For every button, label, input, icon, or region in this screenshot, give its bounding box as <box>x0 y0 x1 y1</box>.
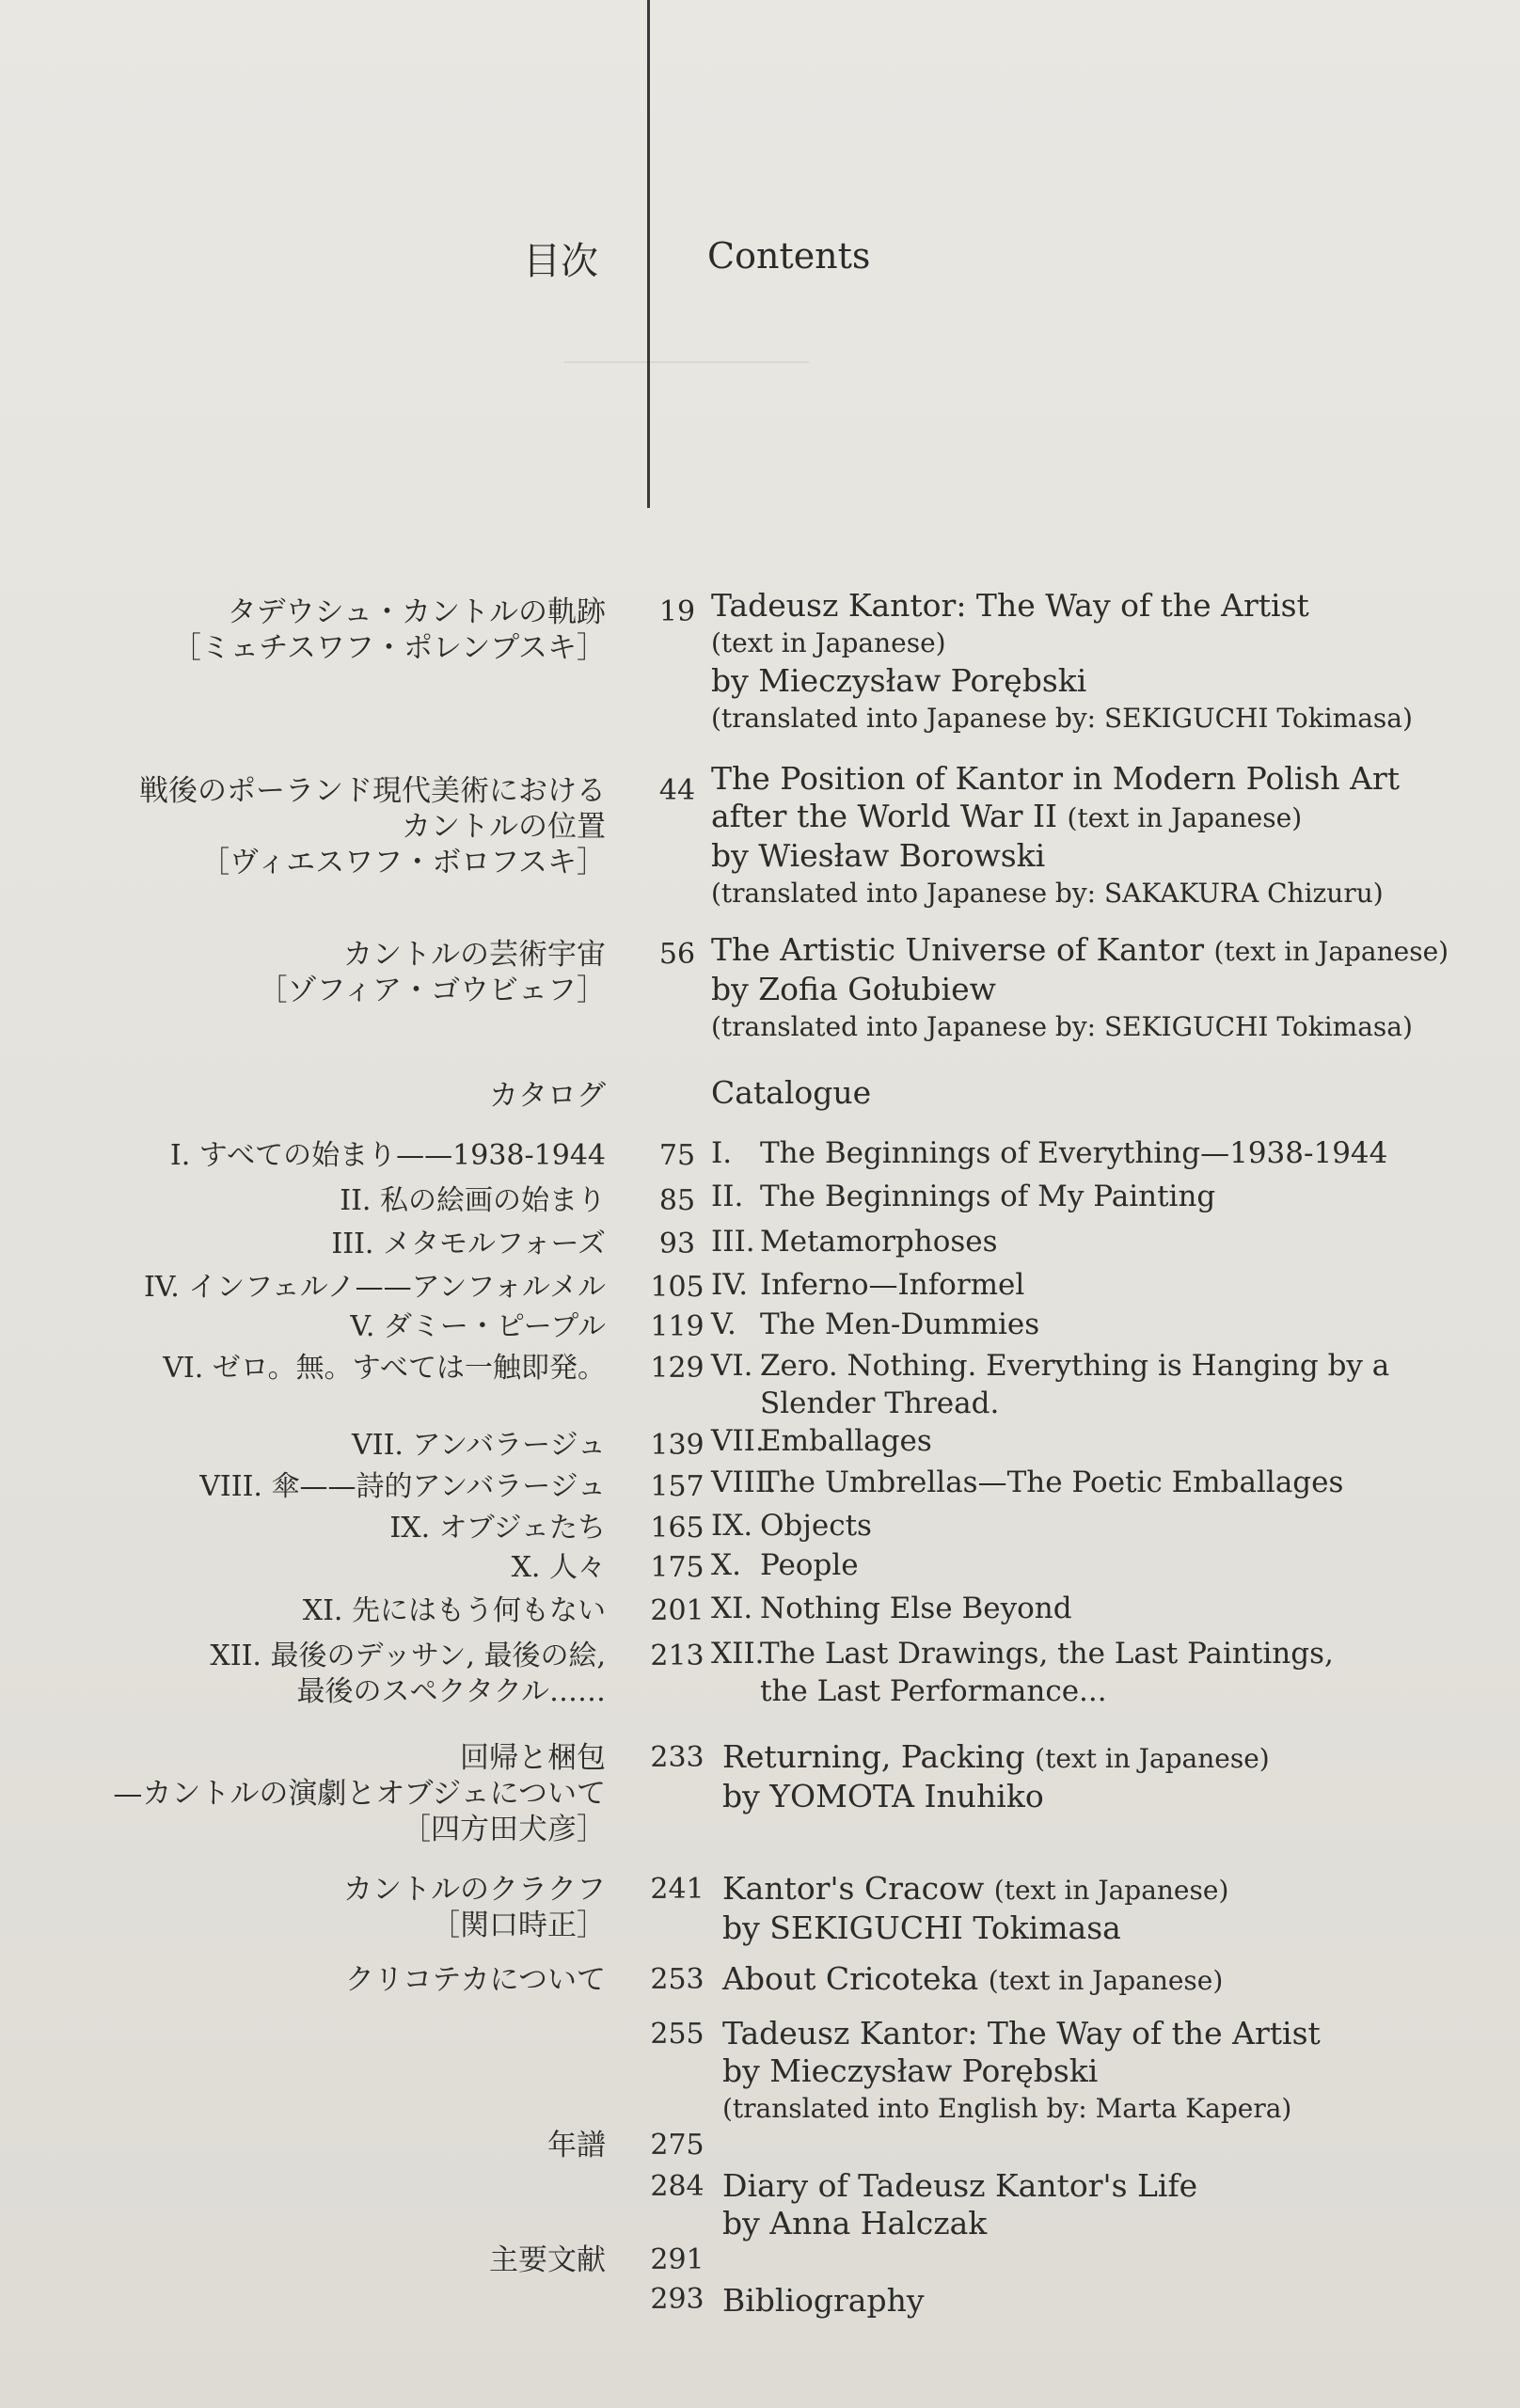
jp-title: 回帰と梱包 <box>460 1741 606 1775</box>
item-jp-line-2: 最後のスペクタクル…… <box>296 1675 606 1708</box>
contents-heading-en: Contents <box>707 235 871 277</box>
item-numeral: XI. <box>711 1592 753 1625</box>
en-note: (text in Japanese) <box>993 1875 1229 1906</box>
item-numeral: VII. <box>711 1424 765 1458</box>
en-title-line-1: The Position of Kantor in Modern Polish Art <box>711 760 1400 797</box>
page-number: 233 <box>650 1741 705 1774</box>
entry-jp <box>113 1740 606 1847</box>
page-number: 291 <box>650 2243 705 2276</box>
entry-jp <box>258 937 606 1008</box>
item-en <box>711 1306 1039 1343</box>
page-number: 201 <box>650 1594 705 1627</box>
en-translator: (translated into Japanese by: SEKIGUCHI Tokimasa) <box>711 703 1413 734</box>
jp-title: 主要文献 <box>489 2243 606 2277</box>
jp-author: ［四方田犬彦］ <box>402 1813 606 1846</box>
en-title: Kantor's Cracow <box>722 1870 985 1907</box>
en-title: Diary of Tadeusz Kantor's Life <box>722 2167 1198 2204</box>
jp-author: ［関口時正］ <box>431 1909 606 1942</box>
item-numeral: XII. <box>711 1637 765 1671</box>
item-numeral: III. <box>711 1225 755 1259</box>
en-note: (text in Japanese) <box>1035 1743 1270 1774</box>
item-en <box>711 1507 872 1545</box>
en-author: by Mieczysław Porębski <box>711 662 1087 699</box>
item-en <box>711 1178 1215 1215</box>
item-en <box>711 1422 932 1460</box>
catalogue-heading-jp: カタログ <box>489 1079 606 1113</box>
item-numeral: IV. <box>711 1268 749 1302</box>
page-number: 56 <box>658 938 696 971</box>
en-author: by Wiesław Borowski <box>711 837 1046 874</box>
item-en <box>711 1347 1389 1422</box>
item-jp: VI. ゼロ。無。すべては一触即発。 <box>163 1352 606 1385</box>
item-numeral: II. <box>711 1180 744 1213</box>
page-number: 241 <box>650 1873 705 1906</box>
jp-subtitle: —カントルの演劇とオブジェについて <box>113 1777 606 1811</box>
entry-en <box>722 2167 1197 2242</box>
item-title: The Umbrellas—The Poetic Emballages <box>760 1465 1344 1499</box>
item-jp: XI. 先にはもう何もない <box>302 1594 606 1627</box>
page-number: 275 <box>650 2129 705 2162</box>
en-title-line-2: after the World War II <box>711 798 1058 834</box>
item-jp: VII. アンバラージュ <box>352 1429 606 1462</box>
entry-en <box>711 931 1449 1046</box>
page-number: 175 <box>650 1551 705 1584</box>
jp-title: カントルの芸術宇宙 <box>343 938 606 972</box>
item-title: Inferno—Informel <box>760 1268 1025 1302</box>
item-title: The Beginnings of My Painting <box>760 1180 1216 1213</box>
item-numeral: I. <box>711 1136 733 1170</box>
en-translator: (translated into Japanese by: SEKIGUCHI Tokimasa) <box>711 1011 1413 1042</box>
page-number: 284 <box>650 2170 705 2203</box>
page-number: 105 <box>650 1271 705 1304</box>
item-numeral: IX. <box>711 1509 753 1543</box>
entry-en <box>722 1870 1228 1947</box>
page-number: 75 <box>658 1139 696 1172</box>
item-title: The Beginnings of Everything—1938-1944 <box>760 1136 1388 1170</box>
page-number: 253 <box>650 1963 705 1996</box>
entry-jp <box>139 773 606 880</box>
jp-title-line-1: 戦後のポーランド現代美術における <box>139 774 606 808</box>
item-numeral: V. <box>711 1307 736 1341</box>
item-jp: IV. インフェルノ——アンフォルメル <box>143 1271 606 1304</box>
item-jp: V. ダミー・ピープル <box>350 1310 606 1343</box>
jp-title: タデウシュ・カントルの軌跡 <box>227 595 606 629</box>
en-title: About Cricoteka <box>722 1960 979 1997</box>
item-title: Zero. Nothing. Everything is Hanging by a <box>760 1349 1390 1383</box>
entry-en <box>722 1738 1270 1815</box>
item-jp <box>210 1639 606 1710</box>
jp-title: 年譜 <box>547 2129 606 2162</box>
page-number: 139 <box>650 1429 705 1462</box>
item-title: People <box>760 1548 859 1582</box>
item-jp: I. すべての始まり——1938-1944 <box>169 1139 606 1172</box>
en-author: by Mieczysław Porębski <box>722 2052 1099 2089</box>
en-title: Bibliography <box>722 2282 925 2319</box>
page-number: 85 <box>658 1184 696 1217</box>
item-en <box>711 1464 1343 1501</box>
en-note: (text in Japanese) <box>1213 936 1449 967</box>
item-numeral: VIII. <box>711 1465 776 1499</box>
item-en <box>711 1590 1072 1627</box>
page-number: 255 <box>650 2018 705 2051</box>
entry-jp <box>172 594 606 666</box>
entry-en <box>722 2015 1321 2128</box>
item-jp-line-1: XII. 最後のデッサン, 最後の絵, <box>210 1640 606 1672</box>
en-title: The Artistic Universe of Kantor <box>711 931 1205 968</box>
en-translator: (translated into English by: Marta Kapera) <box>722 2093 1292 2124</box>
en-note: (text in Japanese) <box>711 627 946 658</box>
item-en <box>711 1546 859 1584</box>
en-author: by Zofia Gołubiew <box>711 971 996 1007</box>
item-title: Nothing Else Beyond <box>760 1592 1072 1625</box>
item-en <box>711 1223 998 1260</box>
page-number: 293 <box>650 2283 705 2316</box>
item-jp: III. メタモルフォーズ <box>331 1228 606 1260</box>
item-en <box>711 1134 1387 1172</box>
page-number: 44 <box>658 774 696 807</box>
page-number: 93 <box>658 1228 696 1260</box>
contents-heading-jp: 目次 <box>523 240 598 283</box>
en-author: by SEKIGUCHI Tokimasa <box>722 1909 1121 1946</box>
item-title: Objects <box>760 1509 872 1543</box>
item-en <box>711 1635 1334 1710</box>
en-note: (text in Japanese) <box>988 1965 1224 1996</box>
catalogue-heading-en: Catalogue <box>711 1074 872 1111</box>
item-jp: II. 私の絵画の始まり <box>340 1184 606 1217</box>
en-author: by YOMOTA Inuhiko <box>722 1778 1044 1814</box>
entry-en <box>711 760 1400 912</box>
item-title-line-2: the Last Performance... <box>760 1674 1107 1708</box>
item-jp: X. 人々 <box>511 1551 606 1584</box>
item-numeral: X. <box>711 1548 741 1582</box>
item-title: The Men-Dummies <box>760 1307 1040 1341</box>
page-number: 19 <box>658 595 696 628</box>
jp-author: ［ヴィエスワフ・ボロフスキ］ <box>200 846 606 879</box>
page-number: 213 <box>650 1640 705 1672</box>
item-jp: IX. オブジェたち <box>389 1512 606 1545</box>
item-en <box>711 1266 1024 1304</box>
jp-title: カントルのクラクフ <box>343 1873 606 1907</box>
item-numeral: VI. <box>711 1349 753 1383</box>
page-number: 165 <box>650 1512 705 1545</box>
page-number: 129 <box>650 1352 705 1385</box>
jp-title-line-2: カントルの位置 <box>402 810 606 844</box>
item-title: Emballages <box>760 1424 932 1458</box>
en-translator: (translated into Japanese by: SAKAKURA Chizuru) <box>711 878 1384 909</box>
entry-en <box>711 587 1413 737</box>
entry-en <box>722 1960 1223 2000</box>
jp-title: クリコテカについて <box>344 1963 606 1997</box>
item-jp: VIII. 傘——詩的アンバラージュ <box>199 1470 606 1503</box>
jp-author: ［ゾフィア・ゴウビェフ］ <box>258 974 606 1007</box>
item-title-line-2: Slender Thread. <box>760 1386 1000 1420</box>
en-title: Tadeusz Kantor: The Way of the Artist <box>722 2015 1321 2052</box>
page-number: 119 <box>650 1310 705 1343</box>
item-title: Metamorphoses <box>760 1225 998 1259</box>
en-title: Returning, Packing <box>722 1738 1025 1775</box>
item-title: The Last Drawings, the Last Paintings, <box>760 1637 1334 1671</box>
jp-author: ［ミェチスワフ・ポレンプスキ］ <box>171 631 606 665</box>
page-number: 157 <box>650 1470 705 1503</box>
entry-jp <box>343 1872 606 1943</box>
en-author: by Anna Halczak <box>722 2205 988 2242</box>
en-note: (text in Japanese) <box>1067 802 1303 833</box>
en-title: Tadeusz Kantor: The Way of the Artist <box>711 587 1309 624</box>
